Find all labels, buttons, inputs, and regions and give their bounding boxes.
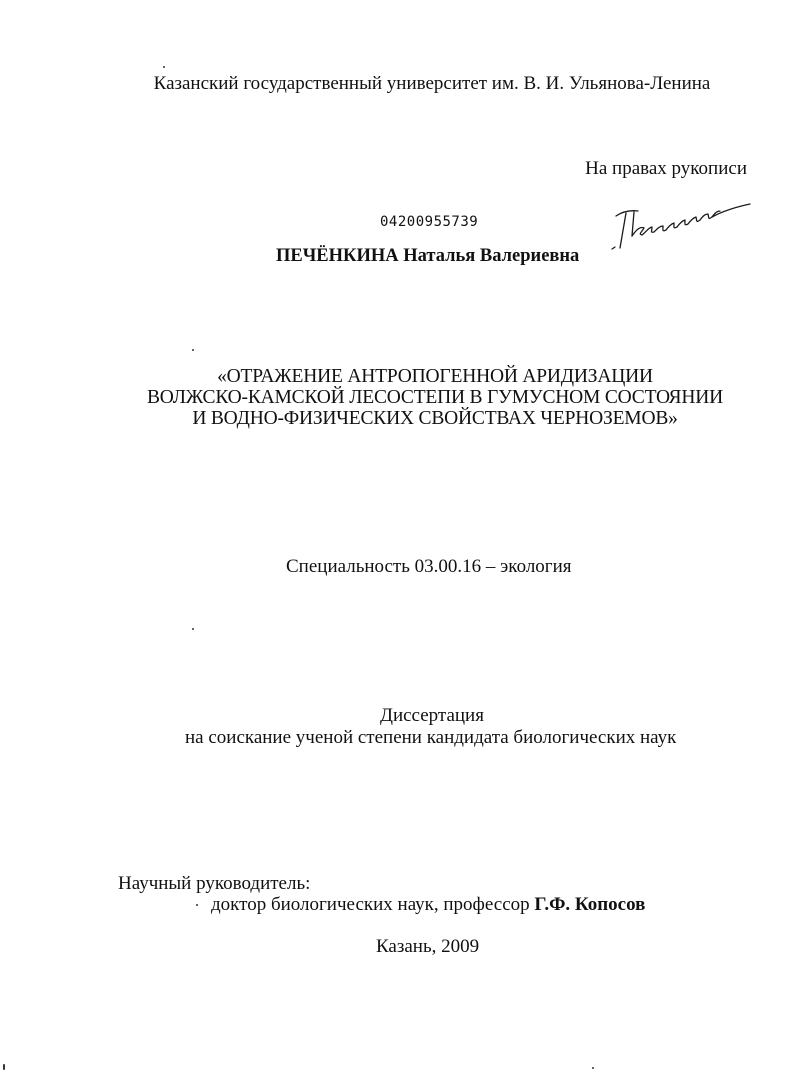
rights-note: На правах рукописи	[585, 158, 747, 179]
scan-speck	[163, 66, 165, 68]
dissertation-title	[128, 366, 742, 429]
scan-speck	[192, 628, 194, 630]
author-surname: ПЕЧЁНКИНА	[276, 246, 399, 266]
specialty: Специальность 03.00.16 – экология	[286, 556, 572, 577]
document-number: 04200955739	[380, 214, 479, 230]
supervisor-label: Научный руководитель:	[118, 873, 311, 894]
supervisor	[211, 894, 645, 916]
title-line-2: ВОЛЖСКО-КАМСКОЙ ЛЕСОСТЕПИ В ГУМУСНОМ СОСТОЯНИИ	[147, 387, 723, 408]
scan-speck	[592, 1067, 594, 1069]
author-name	[276, 245, 579, 267]
supervisor-title: доктор биологических наук, профессор	[211, 894, 530, 915]
university-name: Казанский государственный университет им. В. И. Ульянова-Ленина	[153, 73, 711, 94]
city-year: Казань, 2009	[376, 936, 480, 957]
handwritten-signature	[608, 196, 758, 256]
author-given-names: Наталья Валериевна	[403, 246, 580, 266]
thesis-description: на соискание ученой степени кандидата биологических наук	[185, 727, 677, 748]
scan-speck	[196, 904, 198, 906]
scan-speck	[192, 349, 194, 351]
title-line-1: «ОТРАЖЕНИЕ АНТРОПОГЕННОЙ АРИДИЗАЦИИ	[217, 366, 653, 387]
thesis-heading: Диссертация	[380, 705, 484, 726]
title-line-3: И ВОДНО-ФИЗИЧЕСКИХ СВОЙСТВАХ ЧЕРНОЗЕМОВ»	[192, 408, 678, 429]
supervisor-name: Г.Ф. Копосов	[534, 894, 646, 915]
scan-speck	[3, 1064, 5, 1070]
